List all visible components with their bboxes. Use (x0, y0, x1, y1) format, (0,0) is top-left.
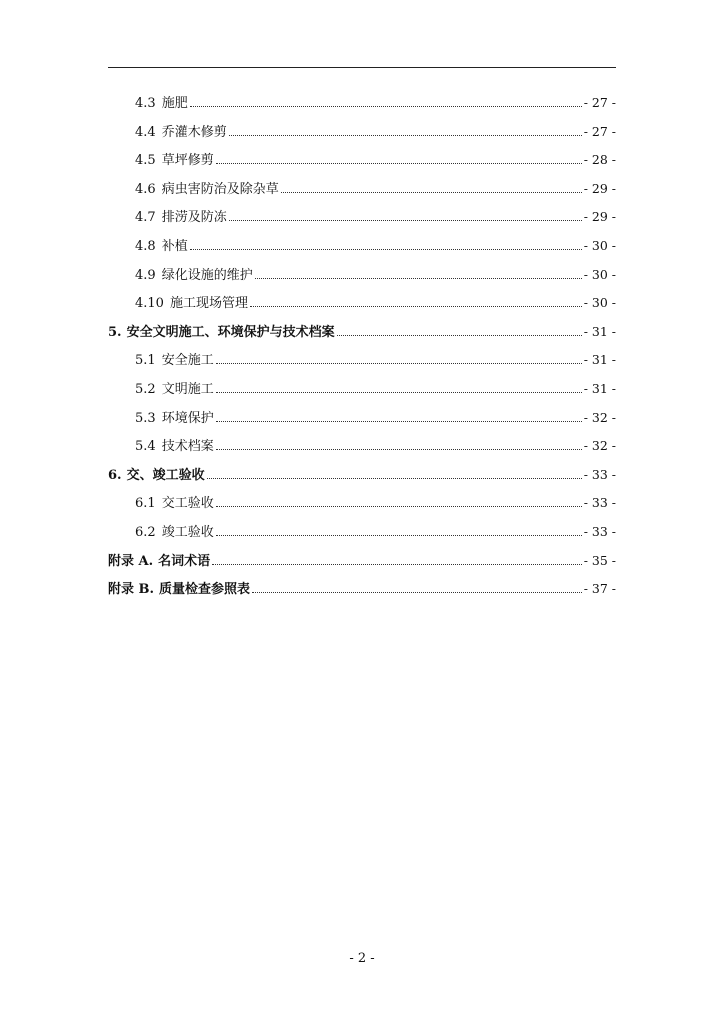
toc-entry-number: 附录 A. (108, 553, 154, 569)
toc-entry-title: 排涝及防冻 (161, 210, 227, 226)
toc-entry[interactable] (108, 432, 616, 461)
toc-entry-number: 4.3 (135, 96, 156, 111)
toc-entry-page: - 32 - (583, 409, 616, 425)
toc-entry-title: 环境保护 (161, 410, 214, 426)
toc-entry-page: - 37 - (583, 581, 616, 597)
toc-entry[interactable] (108, 261, 616, 290)
toc-entry-title: 交、竣工验收 (126, 467, 205, 483)
toc-entry[interactable] (108, 175, 616, 204)
toc-leader-dots (216, 535, 582, 536)
toc-entry-number: 5.1 (135, 353, 156, 369)
toc-leader-dots (255, 278, 582, 279)
toc-entry[interactable] (108, 289, 616, 318)
toc-entry-title: 草坪修剪 (161, 153, 214, 169)
toc-entry-number: 6.2 (135, 524, 156, 540)
toc-entry-title: 补植 (161, 238, 188, 254)
toc-entry-title: 交工验收 (161, 496, 214, 512)
toc-entry-title: 技术档案 (161, 439, 214, 455)
toc-entry[interactable] (108, 318, 616, 347)
toc-entry[interactable] (108, 118, 616, 147)
toc-entry-number: 5. (108, 324, 122, 340)
toc-leader-dots (337, 335, 582, 336)
toc-entry[interactable] (108, 346, 616, 375)
toc-entry[interactable] (108, 489, 616, 518)
toc-entry-page: - 31 - (583, 323, 616, 339)
toc-entry[interactable] (108, 547, 616, 576)
toc-entry-page: - 31 - (583, 352, 616, 368)
toc-entry-number: 4.9 (135, 267, 156, 283)
toc-leader-dots (190, 106, 582, 107)
toc-entry-page: - 30 - (583, 237, 616, 253)
toc-entry-number: 5.3 (135, 410, 156, 426)
toc-entry-page: - 29 - (583, 209, 616, 225)
toc-entry-page: - 35 - (583, 552, 616, 568)
toc-leader-dots (229, 220, 582, 221)
toc-entry-number: 5.2 (135, 381, 156, 397)
toc-entry-page: - 27 - (583, 95, 616, 110)
toc-entry-title: 施工现场管理 (169, 296, 248, 312)
toc-entry-title: 乔灌木修剪 (161, 124, 227, 140)
toc-entry-number: 4.6 (135, 181, 156, 197)
page-number: - 2 - (349, 951, 375, 966)
toc-entry[interactable] (108, 575, 616, 604)
toc-entry-title: 名词术语 (158, 553, 211, 569)
toc-leader-dots (216, 506, 582, 507)
toc-entry-number: 4.7 (135, 210, 156, 226)
toc-entry-page: - 29 - (583, 180, 616, 196)
toc-entry-page: - 30 - (583, 266, 616, 282)
toc-entry-page: - 27 - (583, 123, 616, 139)
toc-entry-page: - 28 - (583, 152, 616, 168)
toc-entry[interactable] (108, 404, 616, 433)
toc-entry-page: - 30 - (583, 295, 616, 311)
toc-leader-dots (216, 163, 582, 164)
toc-leader-dots (281, 192, 582, 193)
toc-entry-page: - 33 - (583, 495, 616, 511)
toc-entry-title: 施肥 (161, 96, 188, 111)
toc-entry-number: 附录 B. (108, 582, 155, 598)
toc-entry-number: 4.10 (135, 296, 164, 312)
toc-entry[interactable] (108, 461, 616, 490)
toc-entry[interactable] (108, 375, 616, 404)
toc-entry-number: 4.4 (135, 124, 156, 140)
table-of-contents (108, 89, 616, 604)
toc-entry[interactable] (108, 518, 616, 547)
toc-leader-dots (229, 135, 582, 136)
toc-entry-title: 安全文明施工、环境保护与技术档案 (126, 324, 335, 340)
toc-entry[interactable] (108, 89, 616, 118)
toc-entry-page: - 33 - (583, 523, 616, 539)
toc-entry[interactable] (108, 203, 616, 232)
toc-leader-dots (250, 306, 582, 307)
header-rule (108, 67, 616, 68)
toc-entry-number: 6.1 (135, 496, 156, 512)
toc-entry-title: 安全施工 (161, 353, 214, 369)
toc-entry-number: 5.4 (135, 439, 156, 455)
toc-entry-title: 绿化设施的维护 (161, 267, 253, 283)
toc-leader-dots (212, 564, 582, 565)
toc-leader-dots (216, 449, 582, 450)
toc-entry[interactable] (108, 232, 616, 261)
toc-entry-number: 4.8 (135, 238, 156, 254)
toc-entry-number: 6. (108, 467, 122, 483)
toc-leader-dots (207, 478, 582, 479)
toc-leader-dots (216, 392, 582, 393)
toc-entry-page: - 33 - (583, 466, 616, 482)
toc-leader-dots (216, 421, 582, 422)
toc-entry-title: 竣工验收 (161, 524, 214, 540)
toc-leader-dots (252, 592, 582, 593)
toc-entry-page: - 31 - (583, 380, 616, 396)
toc-entry-number: 4.5 (135, 153, 156, 169)
toc-entry-title: 病虫害防治及除杂草 (161, 181, 279, 197)
toc-leader-dots (216, 363, 582, 364)
toc-entry-page: - 32 - (583, 438, 616, 454)
toc-entry[interactable] (108, 146, 616, 175)
toc-leader-dots (190, 249, 582, 250)
toc-entry-title: 文明施工 (161, 381, 214, 397)
toc-entry-title: 质量检查参照表 (159, 582, 251, 598)
